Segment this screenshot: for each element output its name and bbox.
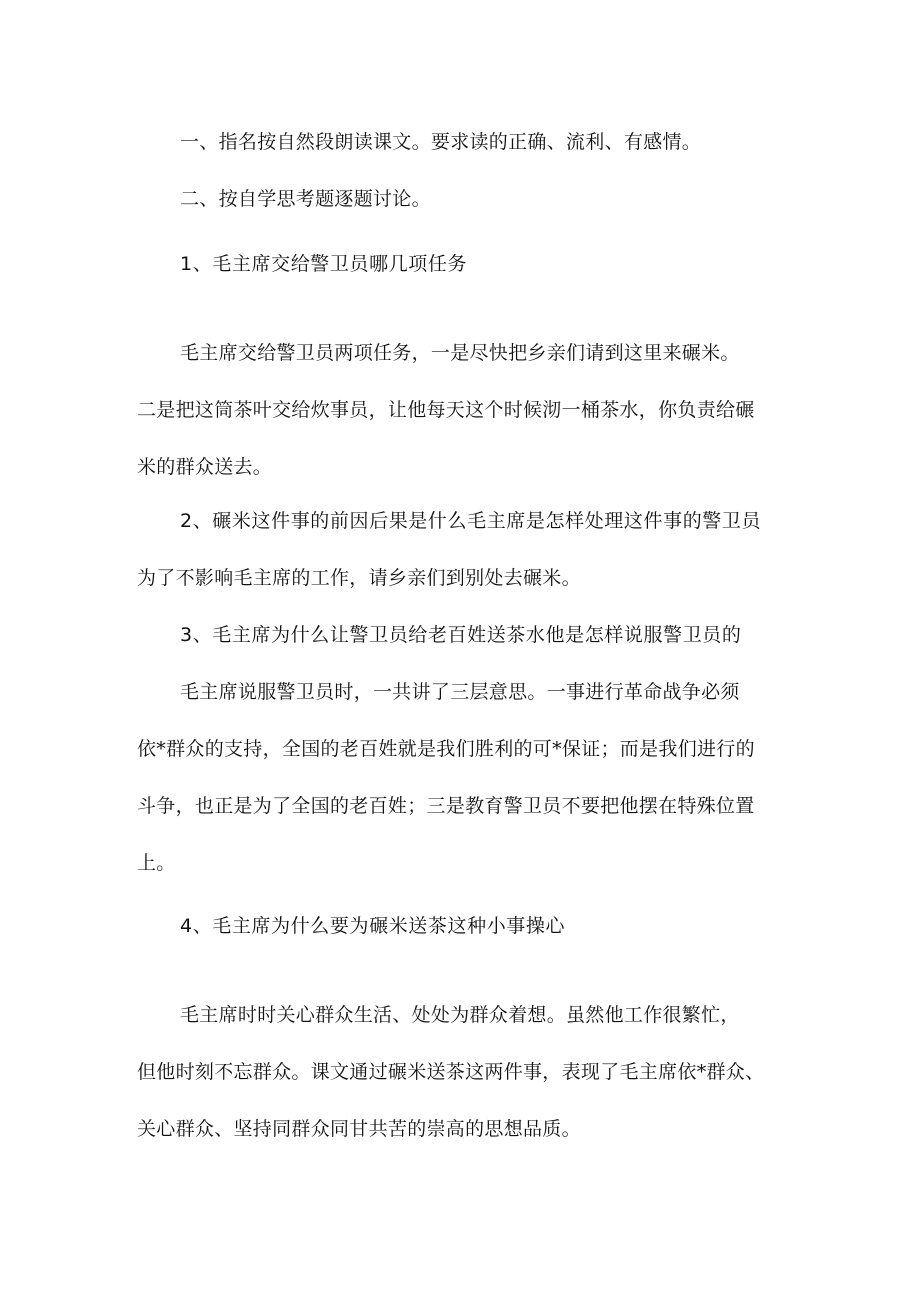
- answer-1-line-1: 毛主席交给警卫员两项任务，一是尽快把乡亲们请到这里来碾米。: [180, 342, 740, 364]
- answer-3-line-3: 斗争，也正是为了全国的老百姓；三是教育警卫员不要把他摆在特殊位置: [137, 795, 755, 817]
- question-4: 4、毛主席为什么要为碾米送茶这种小事操心: [180, 915, 566, 937]
- answer-3-line-4: 上。: [137, 852, 176, 874]
- paragraph-reading-instruction: 一、指名按自然段朗读课文。要求读的正确、流利、有感情。: [180, 131, 702, 153]
- question-3: 3、毛主席为什么让警卫员给老百姓送茶水他是怎样说服警卫员的: [180, 624, 742, 646]
- answer-3-line-1: 毛主席说服警卫员时，一共讲了三层意思。一事进行革命战争必须: [180, 681, 740, 703]
- answer-4-line-3: 关心群众、坚持同群众同甘共苦的崇高的思想品质。: [137, 1118, 581, 1140]
- question-2-line-2: 为了不影响毛主席的工作，请乡亲们到别处去碾米。: [137, 567, 581, 589]
- question-2-line-1: 2、碾米这件事的前因后果是什么毛主席是怎样处理这件事的警卫员: [180, 510, 762, 532]
- paragraph-discussion-instruction: 二、按自学思考题逐题讨论。: [180, 188, 431, 210]
- answer-4-line-2: 但他时刻不忘群众。课文通过碾米送茶这两件事，表现了毛主席依*群众、: [137, 1061, 765, 1083]
- answer-4-line-1: 毛主席时时关心群众生活、处处为群众着想。虽然他工作很繁忙，: [180, 1004, 740, 1026]
- answer-1-line-3: 米的群众送去。: [137, 456, 273, 478]
- question-1: 1、毛主席交给警卫员哪几项任务: [180, 253, 468, 275]
- answer-3-line-2: 依*群众的支持，全国的老百姓就是我们胜利的可*保证；而是我们进行的: [137, 738, 755, 760]
- answer-1-line-2: 二是把这筒茶叶交给炊事员，让他每天这个时候沏一桶茶水，你负责给碾: [137, 399, 755, 421]
